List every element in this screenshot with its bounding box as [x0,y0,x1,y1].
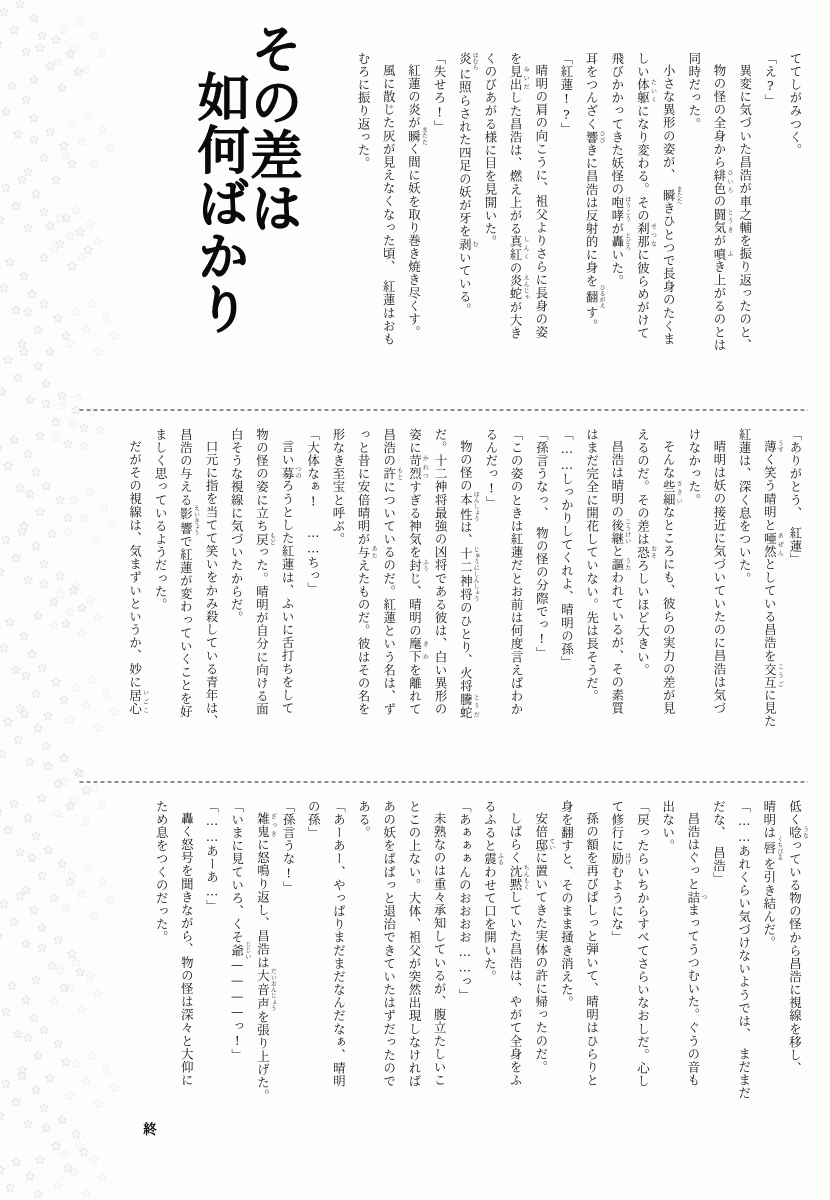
text-run: 「紅蓮!?」 [558,52,574,136]
paragraph [402,428,428,773]
furigana: じゅうにしんしょう [472,546,480,603]
paragraph [529,428,554,773]
ruby-text: 真紅 しんく [508,235,530,262]
text-run: じ、晴明の [407,571,423,638]
ruby-text: 影響 えいきょう [178,505,200,536]
text-run: 孫の額を再びぱしっと弾いて、晴明はひらりと [584,812,600,1088]
text-run: すぎる神気を [407,480,423,559]
paragraph [276,800,301,1160]
text-run: が [609,222,625,236]
paragraph [605,428,631,773]
text-run: ため息をつくのだった。 [154,800,170,944]
paragraph [503,52,529,397]
ruby-text: 募 つの [280,466,302,480]
text-run: を張り上げた。 [255,1011,271,1103]
furigana: ひび [598,130,606,144]
text-run: と [609,545,625,559]
text-run: 晴明は妖の接近に気づいていたのに昌浩は気づ [711,440,727,716]
furigana: うた [623,558,631,572]
paragraph [428,428,453,773]
paragraph [783,428,808,773]
ruby-text: 噴 ふ [711,247,733,261]
text-run: っている物の怪から昌浩に視線を移し、 [787,839,803,1075]
ruby-text: 本性 ほんしょう [458,491,480,523]
ruby-text: 薄 うす [762,440,784,454]
text-run: 物の怪の [458,440,474,493]
paragraph [503,800,529,1160]
furigana: ほんしょう [472,491,480,523]
paragraph [427,800,452,1160]
paragraph [656,428,682,773]
paragraph [682,52,707,397]
text-run: の [711,195,727,209]
text-run: えるのだ。その差は [635,428,651,546]
text-run: ろしいほど大きい。 [635,558,651,677]
furigana: ふる [496,852,504,866]
ruby-text: 緋色 ひいろ [711,169,733,196]
story-title [128,8,302,378]
paragraph [656,52,682,397]
text-run: 昌浩は晴明の [609,440,625,519]
furigana: ざっき [269,812,277,839]
text-run: っと昔に安倍晴明が [356,428,372,546]
text-run: 耳をつんざく [584,52,600,131]
paragraph [579,428,604,773]
end-mark: 終 [140,1122,156,1136]
paragraph [326,428,351,773]
text-run: 安倍 [533,812,549,839]
ruby-text: 瞬 またた [661,186,683,205]
text-run: 「孫言うな!」 [281,800,297,895]
paragraph [199,428,224,773]
ruby-text: 麾下 きか [407,637,429,664]
paragraph [224,428,249,773]
paragraph [376,52,401,397]
text-run: 昌浩はぐっと [685,812,701,891]
ruby-text: 翻 ひるがえ [584,284,606,309]
text-block-1 [280,52,808,397]
paragraph [351,800,376,1160]
paragraph [758,52,783,397]
paragraph [122,428,148,773]
text-run: はまだ完全に開花していない。先は長そうだ。 [584,428,600,703]
text-run: く間に妖を取り巻き焼き尽くす。 [406,142,422,340]
furigana: あた [370,545,378,559]
text-run: いている。 [457,250,473,317]
paragraph [401,52,427,397]
furigana: じじい [243,941,251,960]
furigana: ちんもく [522,864,530,891]
ruby-text: 些細 ささい [661,479,683,506]
furigana: たいく [649,78,657,105]
paragraph [732,52,757,397]
text-run: とこの上ない。大体、祖父が突然出現しなければ [406,800,422,1088]
paragraph [782,800,808,1160]
text-run: るんだっ!」 [483,428,499,510]
furigana: きか [421,637,429,664]
furigana: しんく [522,235,530,262]
ruby-text: 邸 てい [533,838,555,852]
text-block-3 [86,800,808,1160]
text-run: に彼らめがけて [635,248,651,340]
text-run: ててしがみつく。 [788,52,803,157]
text-run: に見た [762,688,778,729]
ruby-text: 封 ふう [407,558,429,572]
paragraph [427,52,452,397]
text-run: ろうとした紅蓮は、ふいに舌打ちをして [280,479,296,716]
text-run: を振り返ったのと、 [737,234,753,353]
furigana: もど [268,532,276,546]
text-run: が [711,234,727,248]
text-run: 白そうな視線に気づいたからだ。 [229,428,245,625]
furigana: ひるがえ [598,284,606,309]
ruby-text: 居心 いごこ [127,688,149,716]
text-run: きに昌浩は反射的に身を [584,143,600,288]
text-run: 「え?」 [762,52,778,107]
ruby-text: 交互 こうご [762,662,784,689]
ruby-text: 瞬 またた [406,127,428,146]
text-run: て修行に [609,800,625,853]
text-run: 車之輔 [737,195,753,235]
text-run: 「……しっかりしてくれよ、晴明の孫」 [559,428,575,669]
ruby-text: 轟 とどろ [609,232,631,251]
text-run: になり変わる。その [635,104,651,223]
paragraph [301,800,326,1160]
text-block-2 [86,428,808,773]
text-run: で紅蓮が変わっていくことを好 [178,534,194,719]
text-run: 紅蓮の炎が [406,64,422,130]
text-run: 出ない。 [660,800,676,853]
text-run: 物の怪の姿に立ち [254,428,270,533]
text-run: が大き [508,300,524,340]
ruby-text: 謳 うた [609,558,631,572]
text-run: 言い [280,440,296,467]
paragraph [199,800,224,1160]
text-run: しばらく [508,812,524,865]
text-run: す。 [584,305,600,333]
furigana: えいきょう [192,505,200,536]
text-run: まってうつむいた。ぐうの音も [685,903,701,1088]
ruby-text: 戻 もど [254,532,276,546]
furigana: だいおんじょう [269,968,277,1012]
paragraph [529,800,555,1160]
text-run: 「孫言うなっ、 物の怪の分際でっ!」 [534,428,550,660]
text-run: 「いまに見ていろ、くそ [229,800,245,944]
text-run: えたものだ。彼はその名を [356,558,372,716]
furigana: ささい [675,479,683,506]
text-run: 昌浩の与える [178,428,194,507]
paragraph [757,800,783,1160]
ruby-text: 響 ひび [584,130,606,144]
furigana: はげ [623,852,631,866]
text-run: った。晴明が自分に向ける面 [254,545,270,716]
paragraph [605,52,631,397]
text-run: ————っ!」 [229,957,245,1062]
furigana: ほうこう [623,195,631,223]
title-line-2: 如何ばかり [187,70,249,336]
text-run: としている昌浩を [762,558,778,663]
text-run: していた昌浩は、やがて全身をふ [508,890,524,1088]
furigana: こうけい [623,518,631,546]
text-run: 風に散じた灰が見えなくなった頃、 紅蓮はおも [381,64,397,346]
text-run: るふると [482,800,498,853]
text-run: むろに振り返った。 [356,52,372,170]
paragraph [275,428,301,773]
furigana: またた [675,186,683,205]
furigana: とどろ [623,232,631,251]
furigana: ふう [421,558,429,572]
text-run: 同時だった。 [686,52,702,131]
paragraph [173,428,199,773]
paragraph [757,428,783,773]
paragraph [301,428,326,773]
title-line-1: その差は [241,22,302,235]
ruby-text: 剥 む [457,237,479,251]
paragraph [655,800,680,1160]
ruby-text: 詰 つ [685,890,707,904]
paragraph [453,428,479,773]
text-run: に置いてきた実体の許に帰ったのだ。 [533,851,549,1075]
paragraph [477,800,503,1160]
text-run: 形なき至宝と呼ぶ。 [330,428,346,546]
text-run: 物の怪の全身から [711,64,727,170]
text-run: の [508,261,524,275]
text-run: 「あーあー、やっぱりまだまだなんだなぁ、晴明 [331,800,347,1088]
text-run: 「この姿のときは紅蓮だとお前は何度言えばわか [509,428,525,716]
paragraph [579,52,605,397]
text-run: 未熟なのは重々承知しているが、腹立たしいこ [432,812,448,1088]
ruby-text: 与 あた [356,545,378,559]
text-run: 小さな異形の姿が、 [661,64,677,190]
text-run: を離れて [407,663,423,716]
ruby-text: 沈黙 ちんもく [508,864,530,891]
ruby-text: 唖然 あぜん [762,531,784,559]
ruby-text: 雑鬼 ざっき [255,812,277,839]
paragraph [630,52,656,397]
furigana: かれつ [421,454,429,481]
text-run: 「……あれくらい気づけないようでは、 まだまだ [736,800,752,1100]
text-run: 昌浩の [381,428,397,468]
text-run: く笑う晴明と [762,453,778,532]
furigana: てい [547,838,555,852]
paragraph [783,52,808,397]
text-run: 「ありがとう、 紅蓮」 [788,428,803,566]
text-run: ましく思っているようだった。 [153,428,169,612]
text-run: についているのだ。紅蓮という名は、ず [381,480,397,716]
text-run: われているが、その素質 [609,571,625,716]
text-run: 「あぁぁぁんのおおおお……っ」 [457,800,473,1002]
text-run: けなかった。 [686,428,702,507]
ruby-text: 大音声 だいおんじょう [255,968,277,1012]
furigana: ひいろ [725,169,733,196]
text-run: 「……あーあ…」 [204,800,220,913]
paragraph [478,52,503,397]
ruby-text: 十二神将 じゅうにしんしょう [458,546,480,603]
ruby-text: 震 ふる [482,852,504,866]
text-run: 低く [787,800,803,827]
furigana: む [471,237,479,251]
paragraph [479,428,504,773]
furigana: もと [395,467,403,481]
ruby-text: 咆哮 ほうこう [609,195,631,223]
text-run: だがその視線は、気まずいというか、妙に [127,440,143,689]
furigana: くちびる [775,836,783,861]
paragraph [554,52,579,397]
furigana: うな [801,826,809,840]
text-run: きひとつで長身のたくま [661,202,677,347]
text-run: 「失せろ!」 [432,52,448,134]
paragraph [452,800,477,1160]
text-run: を [508,52,524,66]
paragraph [149,800,174,1160]
text-run: 姿に [407,428,423,455]
ruby-text: 後継 こうけい [609,518,631,546]
paragraph [579,800,604,1160]
paragraph [682,428,707,773]
ruby-text: 唸 うな [787,826,809,840]
text-run: だ。十二神将最強の凶将である彼は、白い異形の [433,428,449,716]
text-run: いた。 [609,248,625,288]
furigana: みいだ [522,65,530,92]
furigana: つ [699,890,707,904]
ruby-text: 炎蛇 えんじゃ [508,274,530,301]
paragraph [452,52,478,397]
paragraph [351,428,377,773]
text-run: 口元に指を当てて笑いをかみ殺している青年は、 [204,440,220,729]
text-run: 晴明は [761,800,777,840]
text-run: 「戻ったらいちからすべてさらいなおしだ。心し [635,800,651,1088]
paragraph [630,428,656,773]
paragraph [377,428,403,773]
paragraph [326,800,351,1160]
text-run: 晴明 [533,64,549,91]
paragraph [554,428,579,773]
paragraph [731,800,756,1160]
text-run: なところにも、彼らの実力の差が見 [661,505,677,716]
ruby-text: 見出 みいだ [508,65,530,92]
ruby-text: 刹那 せつな [635,222,657,249]
text-run: むようにな」 [609,865,625,944]
ruby-text: 恐 おそ [635,545,657,559]
text-run: を引き結んだ。 [761,857,777,950]
paragraph [529,52,554,397]
text-run: 紅蓮は、深く息をついた。 [737,428,753,585]
text-run: 飛びかかってきた妖怪の [609,52,625,196]
paragraph [681,800,707,1160]
ruby-text: 励 はげ [609,852,631,866]
furigana: いごこ [141,688,149,716]
paragraph [225,800,251,1160]
text-run: ある。 [356,800,372,840]
furigana: とうき [725,208,733,235]
furigana: おそ [649,545,657,559]
paragraph [707,428,732,773]
paragraph [250,800,276,1160]
text-run: 「大体なぁ! ……ちっ」 [305,428,321,596]
ruby-text: 唇 くちびる [761,836,783,861]
ruby-text: 苛烈 かれつ [407,454,429,481]
ruby-text: 許 もと [381,467,403,481]
furigana: うす [776,440,784,454]
text-run: の肩の向こうに、祖父よりさらに長身の姿 [533,90,549,340]
furigana: せつな [649,222,657,249]
text-run: くのびあがる様に目を見開いた。 [482,52,498,249]
text-run: の孫」 [306,800,322,840]
text-run: は、 [458,521,474,548]
text-run: 轟く怒号を聞きながら、物の怪は深々と大仰に [179,812,195,1088]
paragraph [706,800,731,1160]
furigana: えんじゃ [522,274,530,301]
text-run: が [737,182,753,196]
paragraph [707,52,733,397]
paragraph [630,800,655,1160]
text-run: き上がるのとは [711,260,727,353]
furigana: ふ [725,247,733,261]
text-run: のひとり、火将 [458,601,474,694]
ruby-text: 闘気 とうき [711,208,733,235]
paragraph [351,52,376,397]
furigana: こうご [776,662,784,689]
ruby-text: 騰蛇 とうだ [458,693,480,720]
paragraph [504,428,529,773]
furigana: あぜん [776,531,784,559]
text-run: 昌浩 [737,155,753,183]
text-run: 身を翻すと、そのまま掻き消えた。 [559,800,575,1010]
text-run: に照らされた四足の妖が牙を [457,67,473,238]
ruby-text: 体躯 たいく [635,78,657,105]
paragraph [605,800,631,1160]
paragraph [402,800,427,1160]
furigana: つの [294,466,302,480]
text-run: しい [635,52,651,79]
paragraph [249,428,275,773]
furigana: ほむら [471,52,479,71]
text-run: 異変に気づいた [737,64,753,156]
paragraph [732,428,757,773]
text-run: あの妖をぱぱっと退治できていたはずだったので [381,800,397,1088]
paragraph [148,428,173,773]
furigana: とうだ [472,693,480,720]
paragraph [554,800,579,1160]
text-run: した昌浩は、燃え上がる [508,91,524,236]
furigana: またた [420,127,428,146]
text-run: だな、 昌浩」 [711,800,727,886]
paragraph [377,800,402,1160]
text-run: そんな [661,440,677,480]
text-run: わせて口を開いた。 [482,865,498,984]
ruby-text: 炎 ほむら [457,52,479,71]
ruby-text: 爺 じじい [229,941,251,960]
text-run: に怒鳴り返し、昌浩は [255,838,271,970]
paragraph [174,800,199,1160]
